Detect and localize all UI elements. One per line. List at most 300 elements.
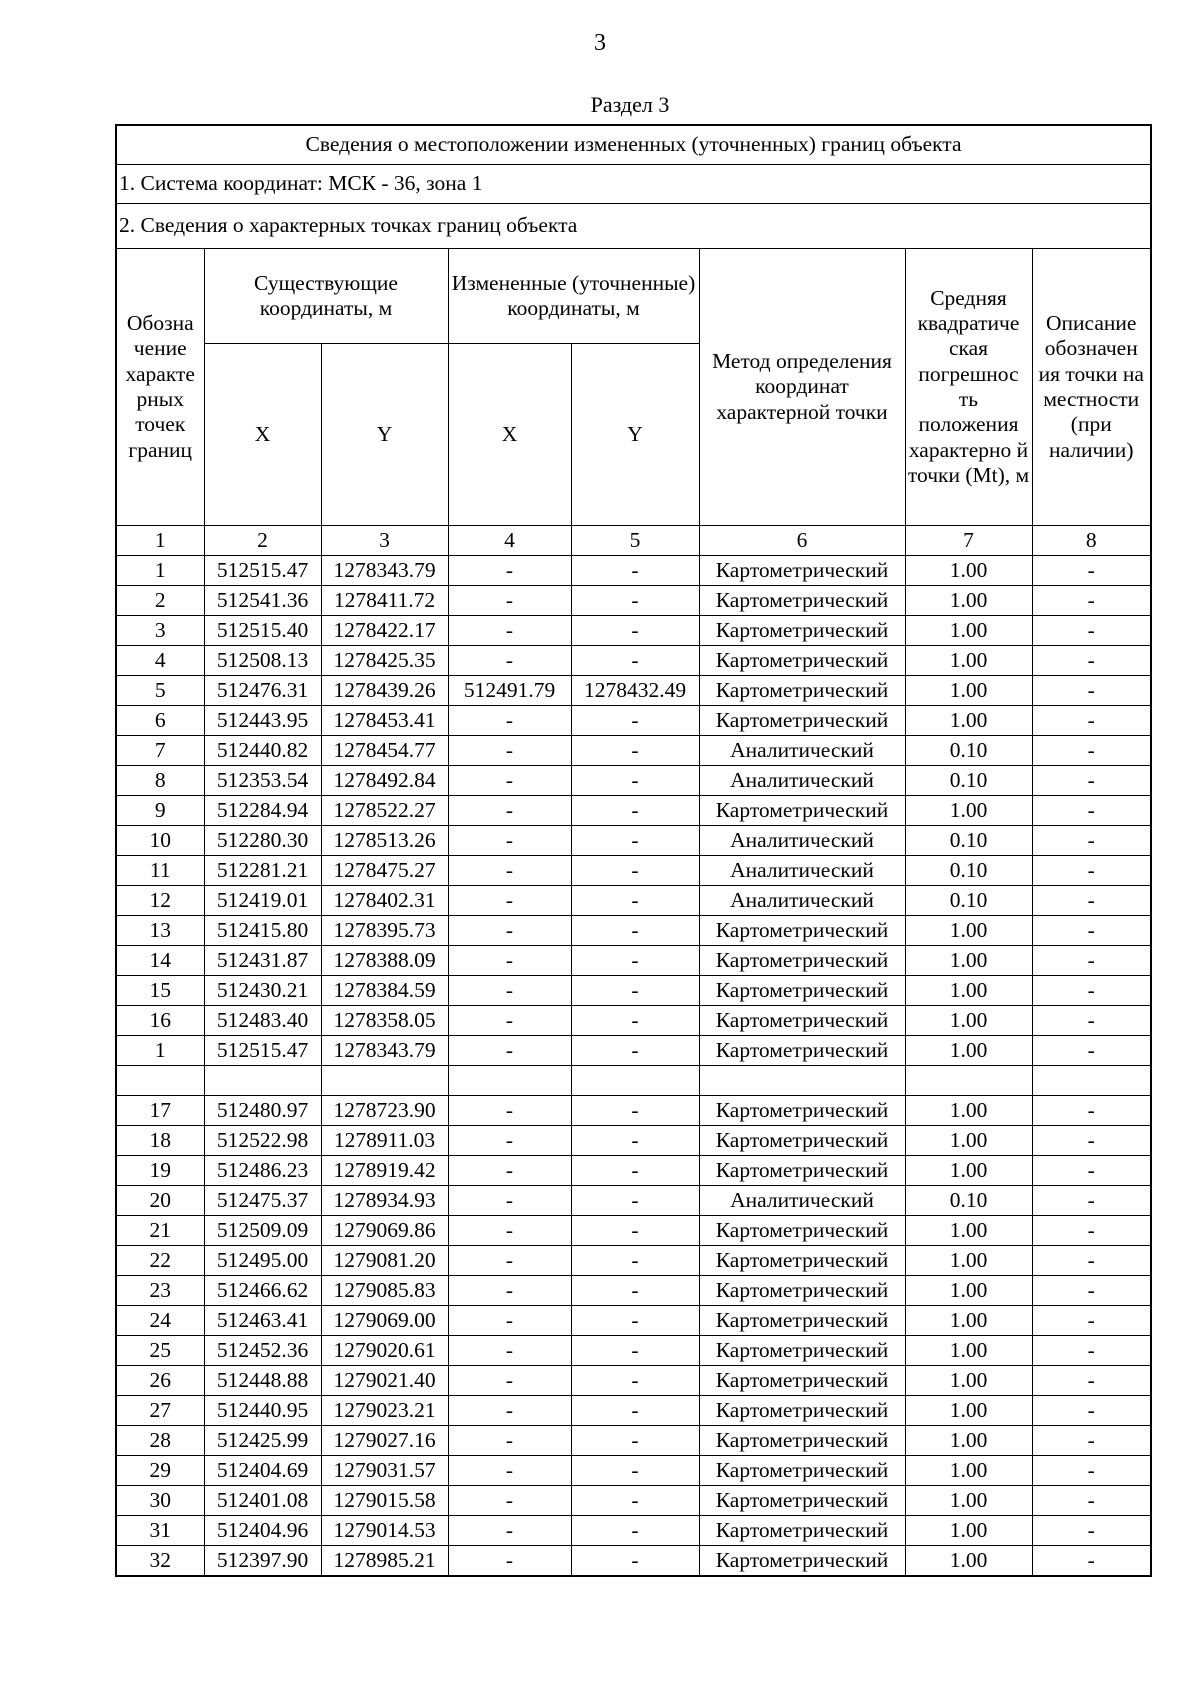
table-row [116,1216,1151,1246]
cell-y-changed: - [571,1366,699,1396]
cell-point-id: 16 [116,1006,204,1036]
cell-x-existing: 512404.69 [204,1456,321,1486]
table-row [116,706,1151,736]
cell-x-existing: 512515.40 [204,616,321,646]
cell-method: Аналитический [699,886,905,916]
cell-description: - [1032,736,1151,766]
cell-y-changed: - [571,706,699,736]
cell-method: Картометрический [699,1156,905,1186]
cell-y-changed: - [571,1336,699,1366]
cell-accuracy: 1.00 [905,616,1032,646]
table-row [116,976,1151,1006]
cell-point-id: 20 [116,1186,204,1216]
table-row [116,1396,1151,1426]
cell-accuracy: 1.00 [905,646,1032,676]
points-heading: 2. Сведения о характерных точках границ объекта [116,204,1151,249]
cell-accuracy: 1.00 [905,1036,1032,1066]
cell-x-changed: - [448,616,571,646]
cell-description: - [1032,586,1151,616]
cell-x-changed: - [448,1306,571,1336]
cell-x-changed: - [448,1276,571,1306]
page-number: 3 [594,30,606,56]
cell-description [1032,1066,1151,1096]
cell-y-changed: - [571,1486,699,1516]
cell-accuracy: 1.00 [905,706,1032,736]
cell-y-changed: - [571,1096,699,1126]
cell-x-changed [448,1066,571,1096]
cell-method: Аналитический [699,766,905,796]
cell-x-existing: 512463.41 [204,1306,321,1336]
cell-method: Картометрический [699,1306,905,1336]
cell-x-changed: - [448,1336,571,1366]
cell-x-changed: - [448,796,571,826]
table-row [116,1036,1151,1066]
cell-accuracy: 0.10 [905,826,1032,856]
cell-method: Картометрический [699,1546,905,1577]
cell-accuracy: 1.00 [905,1456,1032,1486]
cell-accuracy: 1.00 [905,1486,1032,1516]
cell-y-changed: - [571,1306,699,1336]
cell-description: - [1032,976,1151,1006]
cell-x-existing: 512483.40 [204,1006,321,1036]
table-row [116,616,1151,646]
header-changed: Измененные (уточненные) координаты, м [448,249,699,344]
cell-y-changed: - [571,1516,699,1546]
cell-method: Картометрический [699,1366,905,1396]
table-row [116,1336,1151,1366]
table-row [116,766,1151,796]
cell-description: - [1032,1036,1151,1066]
cell-description: - [1032,616,1151,646]
cell-point-id: 17 [116,1096,204,1126]
table-row [116,856,1151,886]
cell-y-existing: 1278411.72 [321,586,448,616]
cell-description: - [1032,1396,1151,1426]
column-number: 7 [905,526,1032,556]
cell-x-changed: - [448,1426,571,1456]
cell-accuracy: 1.00 [905,1306,1032,1336]
cell-x-existing: 512452.36 [204,1336,321,1366]
cell-y-existing: 1278425.35 [321,646,448,676]
cell-y-changed: - [571,1186,699,1216]
cell-method: Картометрический [699,676,905,706]
cell-accuracy: 1.00 [905,676,1032,706]
column-number: 1 [116,526,204,556]
column-number: 3 [321,526,448,556]
cell-method: Картометрический [699,556,905,586]
cell-accuracy: 1.00 [905,1396,1032,1426]
cell-x-changed: - [448,736,571,766]
header-y-existing: Y [321,344,448,526]
cell-x-existing: 512397.90 [204,1546,321,1577]
cell-y-changed: - [571,736,699,766]
cell-x-existing: 512280.30 [204,826,321,856]
cell-y-existing: 1278358.05 [321,1006,448,1036]
cell-x-existing: 512353.54 [204,766,321,796]
cell-point-id: 25 [116,1336,204,1366]
cell-x-changed: - [448,946,571,976]
cell-y-existing: 1279085.83 [321,1276,448,1306]
cell-x-existing: 512404.96 [204,1516,321,1546]
cell-y-changed: - [571,796,699,826]
cell-x-changed: - [448,826,571,856]
cell-point-id: 8 [116,766,204,796]
cell-point-id: 11 [116,856,204,886]
cell-x-changed: - [448,1216,571,1246]
cell-y-existing: 1278343.79 [321,556,448,586]
cell-method: Картометрический [699,1096,905,1126]
cell-description: - [1032,1246,1151,1276]
cell-y-changed: - [571,1036,699,1066]
table-row [116,1456,1151,1486]
cell-description: - [1032,1546,1151,1577]
cell-y-changed: - [571,1546,699,1577]
cell-y-existing: 1279081.20 [321,1246,448,1276]
cell-method: Картометрический [699,1246,905,1276]
column-number: 4 [448,526,571,556]
cell-y-existing: 1278402.31 [321,886,448,916]
cell-y-existing: 1279027.16 [321,1426,448,1456]
cell-y-existing [321,1066,448,1096]
cell-accuracy: 1.00 [905,1096,1032,1126]
cell-description: - [1032,1126,1151,1156]
cell-y-existing: 1278522.27 [321,796,448,826]
cell-x-changed: - [448,1456,571,1486]
cell-y-changed: - [571,1426,699,1456]
cell-y-changed: - [571,946,699,976]
column-number: 8 [1032,526,1151,556]
cell-y-changed: - [571,1396,699,1426]
cell-x-existing [204,1066,321,1096]
cell-point-id: 9 [116,796,204,826]
table-row [116,1066,1151,1096]
table-row [116,646,1151,676]
cell-y-existing: 1278343.79 [321,1036,448,1066]
cell-accuracy: 0.10 [905,736,1032,766]
cell-method: Картометрический [699,946,905,976]
cell-point-id: 21 [116,1216,204,1246]
cell-x-changed: - [448,976,571,1006]
cell-y-changed: - [571,1156,699,1186]
cell-method: Картометрический [699,1486,905,1516]
cell-description: - [1032,1096,1151,1126]
cell-y-existing: 1278454.77 [321,736,448,766]
cell-x-changed: - [448,886,571,916]
cell-accuracy: 1.00 [905,1366,1032,1396]
cell-x-existing: 512443.95 [204,706,321,736]
table-row [116,676,1151,706]
cell-x-existing: 512430.21 [204,976,321,1006]
cell-accuracy: 1.00 [905,1246,1032,1276]
cell-x-changed: - [448,1036,571,1066]
cell-description: - [1032,1426,1151,1456]
cell-y-existing: 1278422.17 [321,616,448,646]
cell-accuracy: 0.10 [905,1186,1032,1216]
cell-x-existing: 512541.36 [204,586,321,616]
cell-x-existing: 512480.97 [204,1096,321,1126]
cell-accuracy: 1.00 [905,1156,1032,1186]
cell-point-id: 27 [116,1396,204,1426]
table-row [116,1486,1151,1516]
cell-y-existing: 1278475.27 [321,856,448,886]
header-method: Метод определения координат характерной точки [699,249,905,526]
cell-accuracy: 1.00 [905,1426,1032,1456]
cell-description: - [1032,856,1151,886]
cell-y-existing: 1278492.84 [321,766,448,796]
cell-method: Аналитический [699,736,905,766]
cell-x-changed: - [448,1096,571,1126]
cell-x-existing: 512486.23 [204,1156,321,1186]
cell-y-changed: - [571,1216,699,1246]
cell-accuracy: 1.00 [905,1006,1032,1036]
cell-accuracy: 1.00 [905,796,1032,826]
cell-x-existing: 512475.37 [204,1186,321,1216]
cell-x-changed: - [448,856,571,886]
cell-y-existing: 1278934.93 [321,1186,448,1216]
cell-method: Аналитический [699,1186,905,1216]
cell-x-existing: 512509.09 [204,1216,321,1246]
cell-point-id: 2 [116,586,204,616]
cell-point-id: 1 [116,556,204,586]
cell-x-existing: 512284.94 [204,796,321,826]
cell-point-id: 22 [116,1246,204,1276]
cell-x-existing: 512440.95 [204,1396,321,1426]
cell-method: Картометрический [699,706,905,736]
cell-accuracy: 1.00 [905,946,1032,976]
cell-method: Картометрический [699,1516,905,1546]
table-row [116,1006,1151,1036]
table-row [116,1546,1151,1577]
cell-description: - [1032,1306,1151,1336]
cell-y-changed: - [571,766,699,796]
cell-description: - [1032,1006,1151,1036]
cell-point-id: 15 [116,976,204,1006]
cell-point-id: 32 [116,1546,204,1577]
cell-method: Аналитический [699,826,905,856]
table-title: Сведения о местоположении измененных (уточненных) границ объекта [116,125,1151,165]
cell-x-changed: - [448,1366,571,1396]
cell-accuracy: 0.10 [905,766,1032,796]
column-number: 5 [571,526,699,556]
cell-y-changed: - [571,856,699,886]
cell-x-changed: - [448,1546,571,1577]
cell-y-existing: 1278723.90 [321,1096,448,1126]
cell-x-changed: - [448,1156,571,1186]
cell-accuracy: 0.10 [905,886,1032,916]
cell-description: - [1032,886,1151,916]
cell-x-existing: 512522.98 [204,1126,321,1156]
cell-description: - [1032,1516,1151,1546]
cell-x-existing: 512476.31 [204,676,321,706]
cell-x-changed: - [448,1246,571,1276]
cell-y-existing: 1278919.42 [321,1156,448,1186]
cell-accuracy: 1.00 [905,916,1032,946]
cell-y-existing: 1278453.41 [321,706,448,736]
cell-y-changed: - [571,886,699,916]
cell-method: Аналитический [699,856,905,886]
cell-description: - [1032,706,1151,736]
cell-point-id [116,1066,204,1096]
cell-x-changed: - [448,1186,571,1216]
cell-point-id: 14 [116,946,204,976]
cell-y-changed: - [571,556,699,586]
cell-x-changed: - [448,706,571,736]
cell-x-changed: - [448,1396,571,1426]
cell-y-existing: 1278388.09 [321,946,448,976]
table-row [116,1276,1151,1306]
cell-y-existing: 1279023.21 [321,1396,448,1426]
cell-method: Картометрический [699,1036,905,1066]
cell-y-changed: - [571,646,699,676]
cell-accuracy: 0.10 [905,856,1032,886]
cell-x-changed: - [448,1486,571,1516]
cell-y-changed: - [571,1006,699,1036]
cell-method: Картометрический [699,646,905,676]
cell-description: - [1032,946,1151,976]
cell-y-changed: - [571,1456,699,1486]
cell-accuracy: 1.00 [905,1276,1032,1306]
table-row [116,1516,1151,1546]
cell-point-id: 30 [116,1486,204,1516]
table-row [116,1426,1151,1456]
cell-y-existing: 1279031.57 [321,1456,448,1486]
table-row [116,946,1151,976]
cell-point-id: 4 [116,646,204,676]
cell-y-existing: 1278911.03 [321,1126,448,1156]
boundary-points-table [115,124,1152,1577]
cell-x-existing: 512466.62 [204,1276,321,1306]
header-y-changed: Y [571,344,699,526]
cell-accuracy: 1.00 [905,976,1032,1006]
cell-point-id: 12 [116,886,204,916]
table-row [116,556,1151,586]
cell-accuracy: 1.00 [905,1216,1032,1246]
cell-y-existing: 1278439.26 [321,676,448,706]
header-existing: Существующие координаты, м [204,249,448,344]
cell-accuracy: 1.00 [905,1516,1032,1546]
cell-y-changed: - [571,1276,699,1306]
cell-description: - [1032,766,1151,796]
cell-point-id: 26 [116,1366,204,1396]
cell-description: - [1032,556,1151,586]
cell-method [699,1066,905,1096]
cell-description: - [1032,1456,1151,1486]
header-x-changed: X [448,344,571,526]
cell-y-changed: 1278432.49 [571,676,699,706]
cell-accuracy: 1.00 [905,586,1032,616]
cell-y-changed: - [571,976,699,1006]
cell-method: Картометрический [699,586,905,616]
cell-y-existing: 1279021.40 [321,1366,448,1396]
cell-x-changed: - [448,1006,571,1036]
cell-method: Картометрический [699,1456,905,1486]
cell-point-id: 23 [116,1276,204,1306]
cell-x-existing: 512508.13 [204,646,321,676]
cell-description: - [1032,676,1151,706]
cell-y-changed [571,1066,699,1096]
cell-y-changed: - [571,916,699,946]
cell-point-id: 28 [116,1426,204,1456]
cell-y-existing: 1279069.00 [321,1306,448,1336]
cell-method: Картометрический [699,916,905,946]
cell-x-existing: 512415.80 [204,916,321,946]
cell-x-changed: 512491.79 [448,676,571,706]
cell-point-id: 13 [116,916,204,946]
section-title: Раздел 3 [590,92,670,117]
cell-y-changed: - [571,586,699,616]
cell-y-changed: - [571,1246,699,1276]
cell-point-id: 31 [116,1516,204,1546]
cell-point-id: 29 [116,1456,204,1486]
cell-x-existing: 512431.87 [204,946,321,976]
table-row [116,886,1151,916]
cell-method: Картометрический [699,1426,905,1456]
table-row [116,1186,1151,1216]
cell-x-existing: 512425.99 [204,1426,321,1456]
cell-point-id: 24 [116,1306,204,1336]
cell-y-existing: 1278384.59 [321,976,448,1006]
header-x-existing: X [204,344,321,526]
cell-y-existing: 1279069.86 [321,1216,448,1246]
cell-point-id: 3 [116,616,204,646]
header-point-label: Обозна чение характе рных точек границ [116,249,204,526]
cell-description: - [1032,1276,1151,1306]
cell-description: - [1032,1186,1151,1216]
cell-x-existing: 512440.82 [204,736,321,766]
cell-method: Картометрический [699,1396,905,1426]
cell-x-changed: - [448,556,571,586]
cell-y-existing: 1278985.21 [321,1546,448,1577]
cell-description: - [1032,1336,1151,1366]
cell-x-existing: 512495.00 [204,1246,321,1276]
cell-y-changed: - [571,1126,699,1156]
cell-point-id: 7 [116,736,204,766]
cell-description: - [1032,1486,1151,1516]
cell-point-id: 1 [116,1036,204,1066]
cell-x-existing: 512515.47 [204,556,321,586]
cell-x-changed: - [448,1126,571,1156]
cell-y-existing: 1279020.61 [321,1336,448,1366]
cell-point-id: 6 [116,706,204,736]
cell-point-id: 5 [116,676,204,706]
cell-method: Картометрический [699,1216,905,1246]
table-row [116,1126,1151,1156]
table-row [116,586,1151,616]
cell-point-id: 18 [116,1126,204,1156]
cell-x-existing: 512448.88 [204,1366,321,1396]
cell-x-existing: 512281.21 [204,856,321,886]
cell-x-changed: - [448,646,571,676]
cell-method: Картометрический [699,1336,905,1366]
cell-x-existing: 512419.01 [204,886,321,916]
cell-description: - [1032,1156,1151,1186]
cell-description: - [1032,646,1151,676]
cell-x-existing: 512515.47 [204,1036,321,1066]
cell-x-changed: - [448,916,571,946]
cell-y-existing: 1279015.58 [321,1486,448,1516]
cell-x-changed: - [448,766,571,796]
column-number: 2 [204,526,321,556]
cell-method: Картометрический [699,976,905,1006]
cell-accuracy: 1.00 [905,1546,1032,1577]
table-row [116,916,1151,946]
cell-point-id: 19 [116,1156,204,1186]
cell-accuracy [905,1066,1032,1096]
table-row [116,1366,1151,1396]
table-row [116,1156,1151,1186]
cell-accuracy: 1.00 [905,1336,1032,1366]
table-row [116,736,1151,766]
